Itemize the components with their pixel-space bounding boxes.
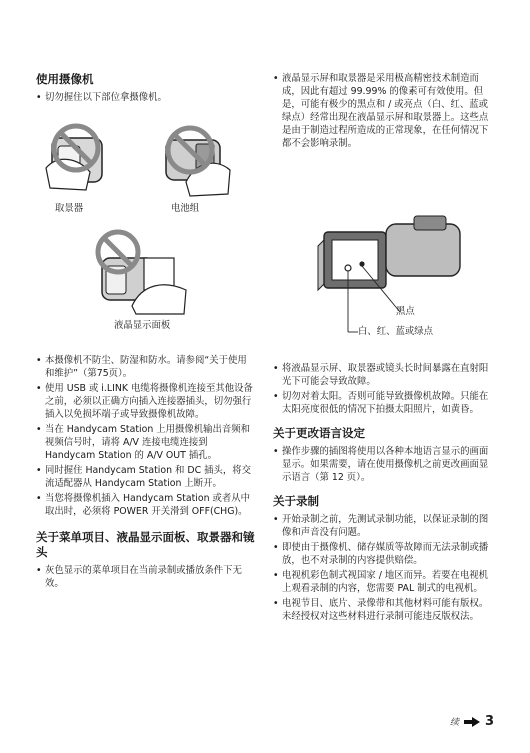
section-title-menu-lcd: 关于菜单项目、液晶显示面板、取景器和镜头 [36, 530, 255, 559]
list-item: • 使用 USB 或 i.LINK 电缆将摄像机连接至其他设备之前，必须以正确方向插入连接器插头，切勿强行插入以免损坏端子或导致摄像机故障。 [36, 382, 256, 421]
list-item: • 当在 Handycam Station 上用摄像机输出音频和视频信号时，请将 A/V 连接电缆连接到 Handycam Station 的 A/V OUT 插孔。 [36, 423, 256, 462]
viewfinder-hold-illustration [38, 118, 120, 200]
recording-list [273, 513, 495, 623]
left-lower-column [36, 354, 256, 592]
battery-hold-illustration [156, 118, 238, 200]
list-item: • 即使由于摄像机、储存媒质等故障而无法录制或播放，也不对录制的内容提供赔偿。 [273, 541, 495, 567]
lcd-pixels-list [273, 72, 495, 150]
list-item: • 当您将摄像机插入 Handycam Station 或者从中取出时，必须将 POWER 开关滑到 OFF(CHG)。 [36, 492, 256, 518]
list-item: • 切勿对着太阳。否则可能导致摄像机故障。只能在太阳亮度很低的情况下拍摄太阳照片，如黄昏。 [273, 390, 495, 416]
caption-black-dots: 黑点 [396, 306, 415, 317]
list-item: • 灰色显示的菜单项目在当前录制或播放条件下无效。 [36, 564, 256, 590]
list-item: • 操作步骤的插图将使用以各种本地语言显示的画面显示。如果需要，请在使用摄像机之前更改画面显示语言（第 12 页）。 [273, 445, 495, 484]
sunlight-list [273, 362, 495, 416]
lcd-hold-illustration [92, 228, 192, 316]
list-item: • 液晶显示屏和取景器是采用极高精密技术制造而成，因此有超过 99.99% 的像素可有效使用。但是，可能有极少的黑点和 / 或亮点（白、红、蓝或绿点）经常出现在液晶显示屏和取景器上。这些点是由于制造过程所造成的正常现象，在任何情况下都不会影响录制。 [273, 72, 495, 150]
lcd-dots-illustration [314, 210, 490, 340]
left-column [36, 72, 256, 106]
language-list [273, 445, 495, 484]
list-item: • 本摄像机不防尘、防湿和防水。请参阅“关于使用和维护”（第75页）。 [36, 354, 256, 380]
list-item: • 将液晶显示屏、取景器或镜头长时间暴露在直射阳光下可能会导致故障。 [273, 362, 495, 388]
continued-label: 续 [449, 718, 459, 728]
right-column [273, 72, 495, 152]
caption-lcd-panel: 液晶显示面板 [114, 320, 171, 331]
page-number: 3 [484, 714, 494, 729]
caption-color-dots: 白、红、蓝或绿点 [358, 326, 434, 337]
list-item: • 开始录制之前，先测试录制功能，以保证录制的图像和声音没有问题。 [273, 513, 495, 539]
list-item: • 电视机彩色制式视国家 / 地区而异。若要在电视机上观看录制的内容，您需要 PAL 制式的电视机。 [273, 569, 495, 595]
section-title-using-camcorder: 使用摄像机 [36, 72, 94, 86]
section-title-language: 关于更改语言设定 [273, 426, 365, 440]
caption-battery: 电池组 [171, 203, 200, 214]
list-item: • 切勿握住以下部位拿摄像机。 [36, 91, 256, 104]
precautions-list [36, 354, 256, 518]
section-title-recording: 关于录制 [273, 494, 319, 508]
right-lower-column [273, 362, 495, 625]
list-item: • 同时握住 Handycam Station 和 DC 插头，将交流适配器从 Handycam Station 上断开。 [36, 464, 256, 490]
list-item: • 电视节目、底片、录像带和其他材料可能有版权。未经授权对这些材料进行录制可能违反版权法。 [273, 597, 495, 623]
menu-lcd-list [36, 564, 256, 590]
arrow-right-icon [464, 717, 480, 727]
caption-viewfinder: 取景器 [55, 203, 84, 214]
using-camcorder-list [36, 91, 256, 104]
page-footer [450, 714, 494, 729]
